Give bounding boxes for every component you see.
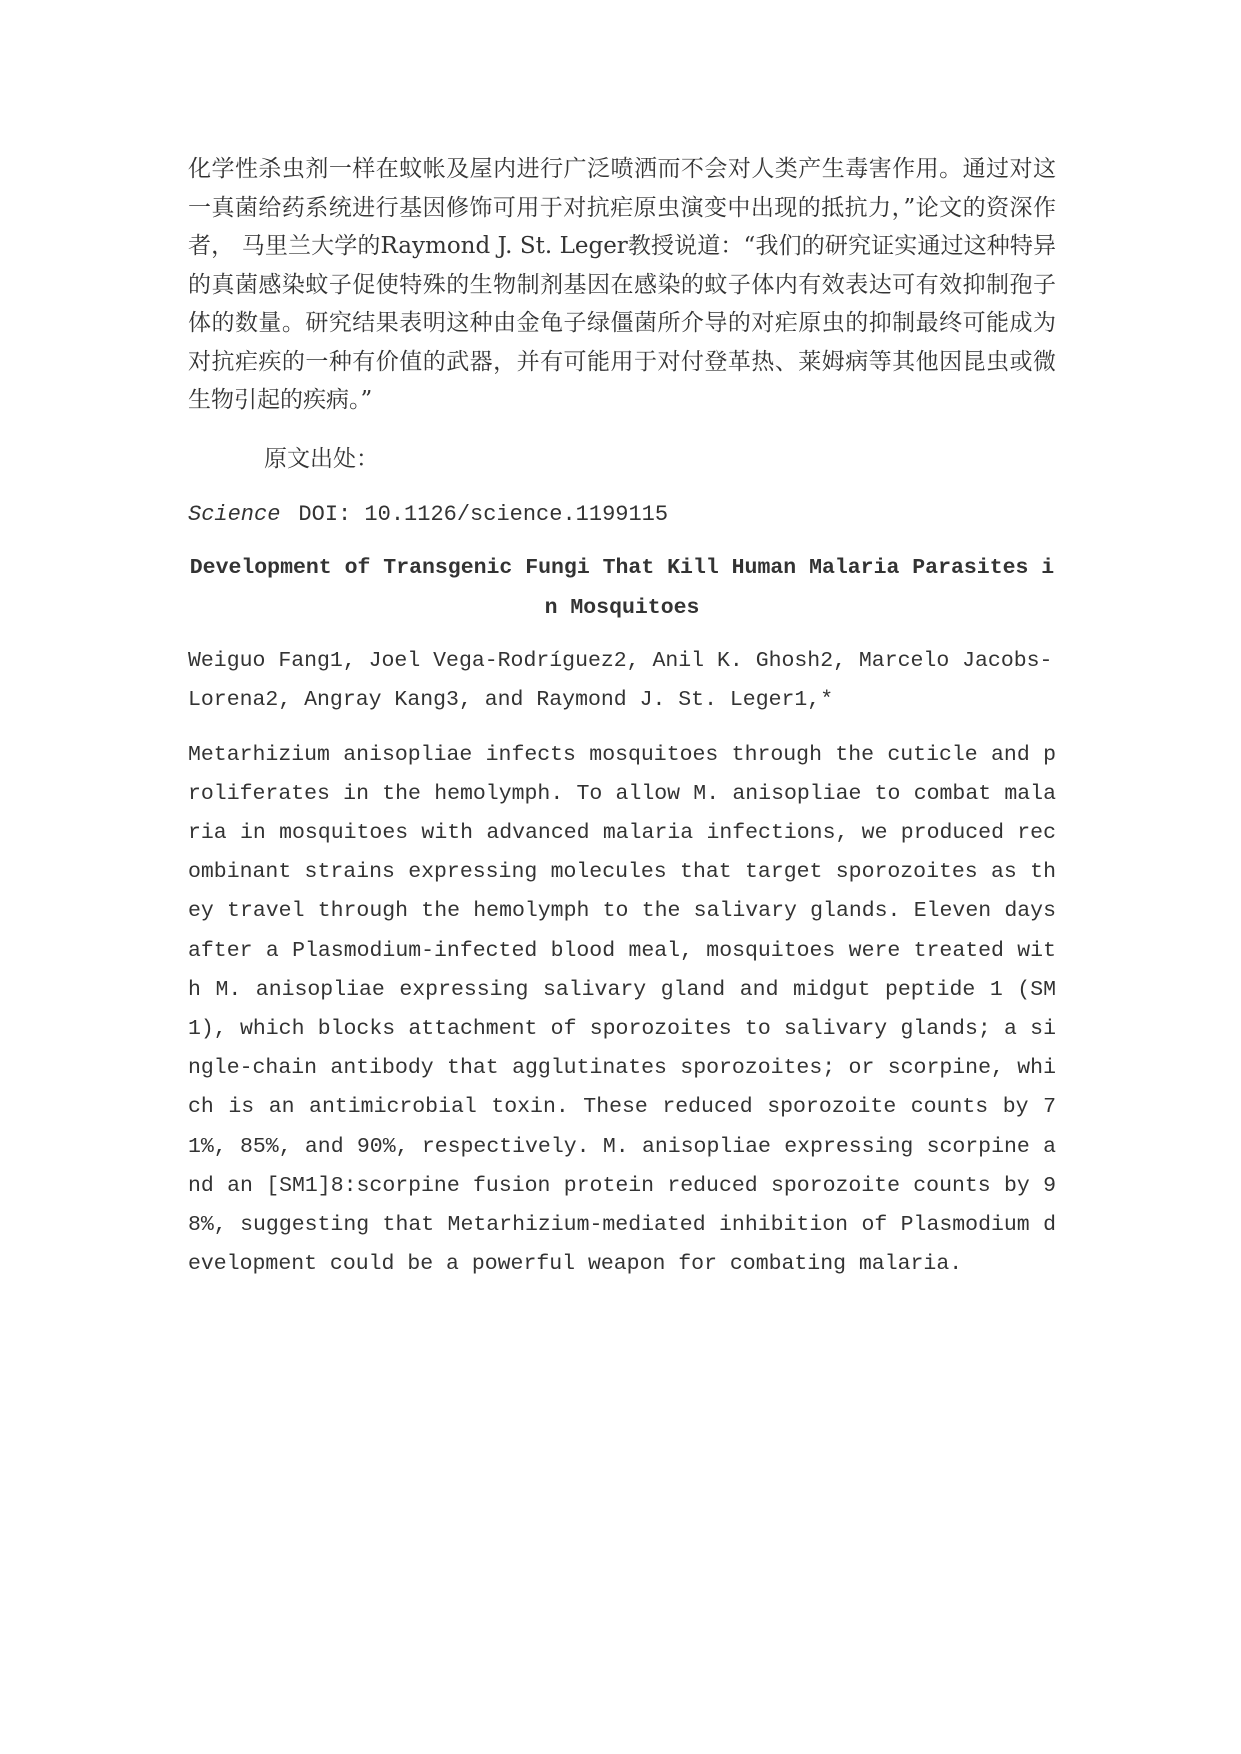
document-page bbox=[188, 150, 1056, 1284]
author-list: Weiguo Fang1, Joel Vega-Rodríguez2, Anil K. Ghosh2, Marcelo Jacobs-Lorena2, Angray Kang3, and Raymond J. St. Leger1,* bbox=[188, 648, 1053, 712]
chinese-body-paragraph: 化学性杀虫剂一样在蚊帐及屋内进行广泛喷洒而不会对人类产生毒害作用。通过对这一真菌给药系统进行基因修饰可用于对抗疟原虫演变中出现的抵抗力，”论文的资深作者， 马里兰大学的Raymond J. St. Leger教授说道：“我们的研究证实通过这种特异的真菌感染蚊子促使特殊的生物制剂基因在感染的蚊子体内有效表达可有效抑制孢子体的数量。研究结果表明这种由金龟子绿僵菌所介导的对疟原虫的抑制最终可能成为对抗疟疾的一种有价值的武器，并有可能用于对付登革热、莱姆病等其他因昆虫或微生物引起的疾病。” bbox=[188, 156, 1056, 413]
abstract-paragraph: Metarhizium anisopliae infects mosquitoes through the cuticle and proliferates in the hemolymph. To allow M. anisopliae to combat malaria in mosquitoes with advanced malaria infections, we produced recombinant strains expressing molecules that target sporozoites as they travel through the hemolymph to the salivary glands. Eleven days after a Plasmodium-infected blood meal, mosquitoes were treated with M. anisopliae expressing salivary gland and midgut peptide 1 (SM1), which blocks attachment of sporozoites to salivary glands; a single-chain antibody that agglutinates sporozoites; or scorpine, which is an antimicrobial toxin. These reduced sporozoite counts by 71%, 85%, and 90%, respectively. M. anisopliae expressing scorpine and an [SM1]8:scorpine fusion protein reduced sporozoite counts by 98%, suggesting that Metarhizium-mediated inhibition of Plasmodium development could be a powerful weapon for combating malaria. bbox=[188, 742, 1056, 1277]
citation-journal: Science bbox=[188, 501, 281, 527]
source-label: 原文出处： bbox=[264, 445, 379, 472]
citation bbox=[188, 496, 1056, 534]
article-title: Development of Transgenic Fungi That Kill Human Malaria Parasites in Mosquitoes bbox=[189, 555, 1055, 620]
citation-doi: DOI: 10.1126/science.1199115 bbox=[298, 501, 669, 527]
